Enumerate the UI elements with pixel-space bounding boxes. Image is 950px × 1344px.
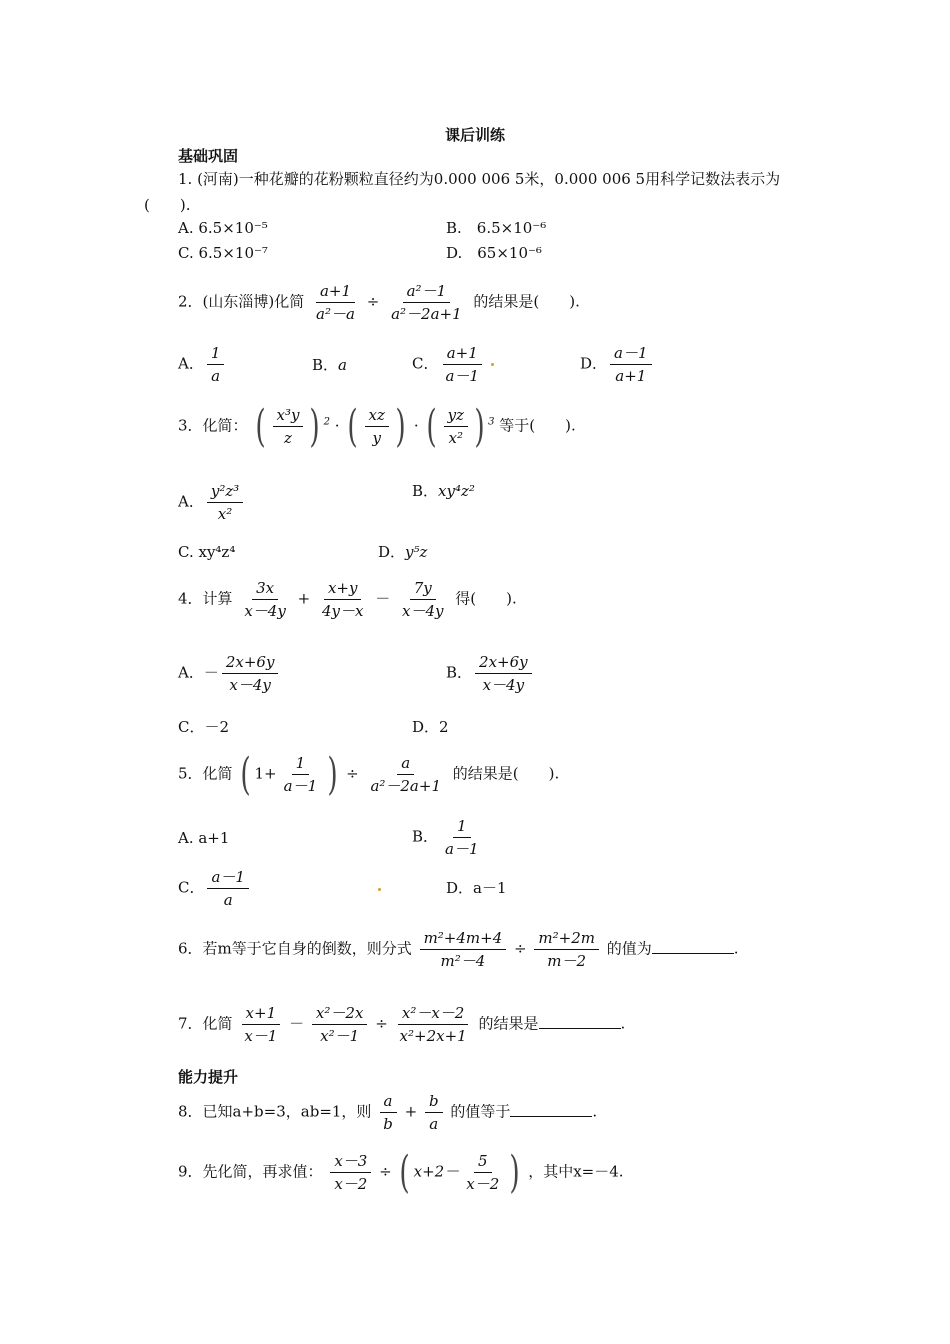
q6-suffix: 的值为 [606, 939, 652, 958]
q3-fraction-1: $\frac{\text{x³y}}{z}$ [273, 404, 304, 449]
decorative-dot [491, 363, 494, 366]
q5-suffix: 的结果是( ). [452, 764, 560, 783]
q2-option-a: A． $\frac{1}{a}$ [178, 342, 227, 387]
q7-fraction-2: $\frac{\text{x²－2x}}{\text{x²－1}}$ [312, 1002, 367, 1047]
q9-prefix: 9．先化简，再求值： [178, 1162, 323, 1181]
q5-fraction-1: $\frac{1}{a-1}$ [283, 754, 318, 795]
q7-fraction-1: $\frac{x+1}{x-1}$ [240, 1002, 281, 1047]
q4-line: 4．计算 $\frac{3x}{x-4y}$ + $\frac{x+y}{4y-x}$ － $\frac{7y}{x-4y}$ 得( ). [178, 579, 517, 620]
q3-option-a: A． $\frac{\text{y²z³}}{\text{x²}}$ [178, 480, 246, 525]
q8-fraction-1: $\frac{a}{b}$ [379, 1090, 397, 1135]
q1-text: 1. (河南)一种花瓣的花粉颗粒直径约为0.000 006 5米，0.000 006 5用科学记数法表示为 [178, 170, 781, 188]
q1-cont: ( ). [144, 196, 191, 214]
q2-option-b: B．a [312, 356, 347, 374]
q2-suffix: 的结果是( ). [473, 292, 580, 311]
q4-option-b: B． $\frac{2x+6y}{x-4y}$ [446, 651, 535, 696]
q7-line: 7．化简 $\frac{x+1}{x-1}$ － $\frac{\text{x²－2x}}{\text{x²－1}}$ ÷ $\frac{\text{x²－x－2}}{\text{x²+2x+1}}$ 的结果是 . [178, 1004, 626, 1045]
q7-prefix: 7．化简 [178, 1014, 233, 1033]
q1-option-b: B. 6.5×10⁻⁶ [446, 219, 547, 237]
section-basic: 基础巩固 [178, 147, 239, 165]
q7-answer-blank[interactable] [539, 1012, 621, 1029]
q5-option-a: A. a+1 [178, 829, 230, 847]
q3-option-c: C. xy⁴z⁴ [178, 543, 236, 561]
q2-div: ÷ [366, 292, 380, 311]
q6-fraction-1: $\frac{\text{m²+4m+4}}{\text{m²－4}}$ [420, 927, 507, 972]
q4-fraction-3: $\frac{7y}{x-4y}$ [402, 579, 444, 620]
q5-option-b: B． $\frac{1}{a-1}$ [412, 817, 479, 858]
q4-option-c: C．－2 [178, 718, 230, 736]
q8-suffix: 的值等于 [450, 1102, 511, 1121]
q5-line: 5．化简 ( 1+ $\frac{1}{a-1}$ ) ÷ $\frac{a}{\text{a²－2a+1}}$ 的结果是( ). [178, 748, 560, 800]
page-title: 课后训练 [444, 126, 505, 144]
q2-prefix: 2．(山东淄博)化简 [178, 292, 305, 311]
q1-option-c: C. 6.5×10⁻⁷ [178, 244, 268, 262]
q7-fraction-3: $\frac{\text{x²－x－2}}{\text{x²+2x+1}}$ [399, 1004, 467, 1045]
q9-suffix: ，其中x=－4. [528, 1162, 624, 1181]
q6-answer-blank[interactable] [652, 937, 734, 954]
q1-option-a: A. 6.5×10⁻⁵ [178, 219, 268, 237]
q5-option-c: C． $\frac{a-1}{a}$ [178, 866, 252, 911]
q6-line: 6．若m等于它自身的倒数，则分式 $\frac{\text{m²+4m+4}}{\text{m²－4}}$ ÷ $\frac{\text{m²+2m}}{m-2}$ 的值为 . [178, 929, 739, 970]
q5-prefix: 5．化简 [178, 764, 233, 783]
q7-suffix: 的结果是 [478, 1014, 539, 1033]
q2-fraction-2: $\frac{\text{a²－1}}{\text{a²－2a+1}}$ [391, 282, 462, 323]
q9-fraction-2: $\frac{5}{x-2}$ [466, 1152, 500, 1193]
decorative-dot [378, 888, 381, 891]
q6-prefix: 6．若m等于它自身的倒数，则分式 [178, 939, 412, 958]
q3-fraction-3: $\frac{yz}{\text{x²}}$ [444, 404, 468, 449]
q3-fraction-2: $\frac{xz}{y}$ [365, 404, 389, 449]
q4-fraction-2: $\frac{x+y}{4y-x}$ [321, 579, 364, 620]
q3-prefix: 3．化简： [178, 416, 248, 435]
q8-fraction-2: $\frac{b}{a}$ [425, 1090, 443, 1135]
q2-fraction-1: $\frac{a+1}{\text{a²－a}}$ [316, 282, 355, 323]
q3-option-d: D．y⁵z [378, 543, 428, 561]
q3-line: 3．化简： ( $\frac{\text{x³y}}{z}$ ) $^2$ · ( $\frac{xz}{y}$ ) · ( $\frac{yz}{\text{x²}}$ ) $^3$ 等于( ). [178, 400, 576, 452]
q8-prefix: 8．已知a+b=3，ab=1，则 [178, 1102, 372, 1121]
q9-line: 9．先化简，再求值： $\frac{x-3}{x-2}$ ÷ ( x+2－ $\frac{5}{x-2}$ ) ，其中x=－4. [178, 1146, 624, 1198]
q8-line: 8．已知a+b=3，ab=1，则 $\frac{a}{b}$ + $\frac{b}{a}$ 的值等于 . [178, 1092, 598, 1133]
q6-fraction-2: $\frac{\text{m²+2m}}{m-2}$ [534, 927, 599, 972]
q4-fraction-1: $\frac{3x}{x-4y}$ [244, 579, 286, 620]
q2-line [178, 280, 580, 325]
q5-fraction-2: $\frac{a}{\text{a²－2a+1}}$ [370, 754, 441, 795]
q3-option-b: B．xy⁴z² [412, 482, 475, 500]
q3-suffix: 等于( ). [499, 416, 576, 435]
q4-option-d: D．2 [412, 718, 449, 736]
q8-answer-blank[interactable] [510, 1100, 592, 1117]
q2-option-d: D． $\frac{a-1}{a+1}$ [580, 342, 655, 387]
q4-suffix: 得( ). [455, 589, 517, 608]
q4-option-a: A．－ $\frac{2x+6y}{x-4y}$ [178, 651, 281, 696]
q4-prefix: 4．计算 [178, 589, 233, 608]
q1-option-d: D. 65×10⁻⁶ [446, 244, 542, 262]
section-advanced: 能力提升 [178, 1068, 239, 1086]
q9-fraction-1: $\frac{x-3}{x-2}$ [330, 1150, 371, 1195]
q5-option-d: D．a－1 [446, 879, 507, 897]
q2-option-c: C． $\frac{a+1}{a-1}$ [412, 342, 494, 387]
